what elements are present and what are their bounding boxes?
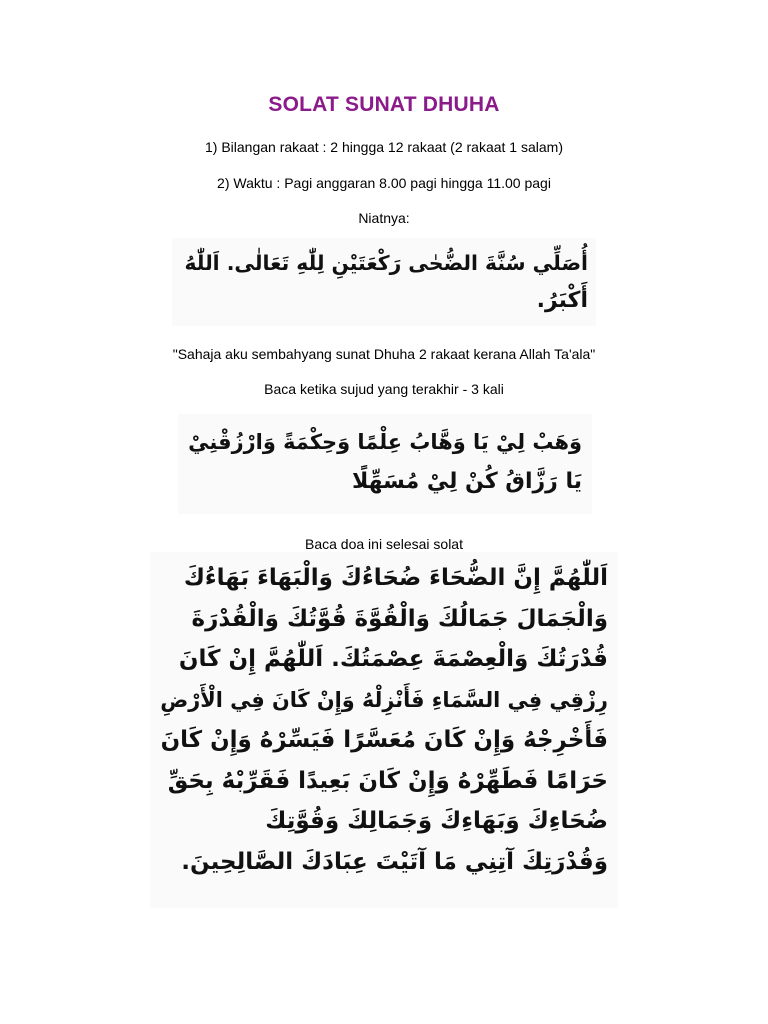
doa-arabic-line: حَرَامًا فَطَهِّرْهُ وَإِنْ كَانَ بَعِيدًا فَقَرِّبْهُ بِحَقِّ [167, 767, 608, 794]
doa-arabic-line: وَقُدْرَتِكَ آتِنِي مَا آتَيْتَ عِبَادَكَ الصَّالِحِينَ. [181, 848, 608, 875]
doa-arabic-line: قُدْرَتُكَ وَالْعِصْمَةَ عِصْمَتُكَ. اَللّٰهُمَّ إِنْ كَانَ [178, 646, 608, 672]
niat-label: Niatnya: [358, 210, 410, 226]
sujud-arabic-block [178, 414, 592, 514]
sujud-arabic-line: يَا رَزَّاقُ كُنْ لِيْ مُسَهِّلًا [351, 469, 582, 494]
doa-arabic-line: رِزْقِي فِي السَّمَاءِ فَأَنْزِلْهُ وَإِنْ كَانَ فِي الْأَرْضِ [160, 687, 608, 712]
doa-arabic-line: وَالْجَمَالَ جَمَالُكَ وَالْقُوَّةَ قُوَّتُكَ وَالْقُدْرَةَ [191, 605, 608, 632]
niat-arabic-line: أَكْبَرُ. [536, 288, 588, 313]
niat-arabic-block [172, 238, 596, 326]
page-title: SOLAT SUNAT DHUHA [268, 93, 500, 116]
doa-arabic-line: اَللّٰهُمَّ إِنَّ الضُّحَاءَ ضُحَاءُكَ وَالْبَهَاءَ بَهَاءُكَ [183, 565, 608, 591]
waktu-info: 2) Waktu : Pagi anggaran 8.00 pagi hingga 11.00 pagi [217, 175, 551, 191]
doa-arabic-block [150, 552, 618, 908]
rakaat-info: 1) Bilangan rakaat : 2 hingga 12 rakaat (2 rakaat 1 salam) [205, 139, 563, 155]
doa-arabic-line: ضُحَاءِكَ وَبَهَاءِكَ وَجَمَالِكَ وَقُوَّتِكَ [265, 808, 608, 834]
sujud-arabic-line: وَهَبْ لِيْ يَا وَهَّابُ عِلْمًا وَحِكْمَةً وَارْزُقْنِيْ [188, 430, 582, 454]
sujud-label: Baca ketika sujud yang terakhir - 3 kali [264, 381, 504, 397]
niat-translation: "Sahaja aku sembahyang sunat Dhuha 2 rakaat kerana Allah Ta'ala" [172, 346, 596, 362]
niat-arabic-line: أُصَلِّي سُنَّةَ الضُّحٰى رَكْعَتَيْنِ لِلّٰهِ تَعَالٰى. اَللّٰهُ [184, 251, 588, 275]
doa-label: Baca doa ini selesai solat [305, 536, 463, 552]
doa-arabic-line: فَأَخْرِجْهُ وَإِنْ كَانَ مُعَسَّرًا فَيَسِّرْهُ وَإِنْ كَانَ [160, 727, 608, 753]
